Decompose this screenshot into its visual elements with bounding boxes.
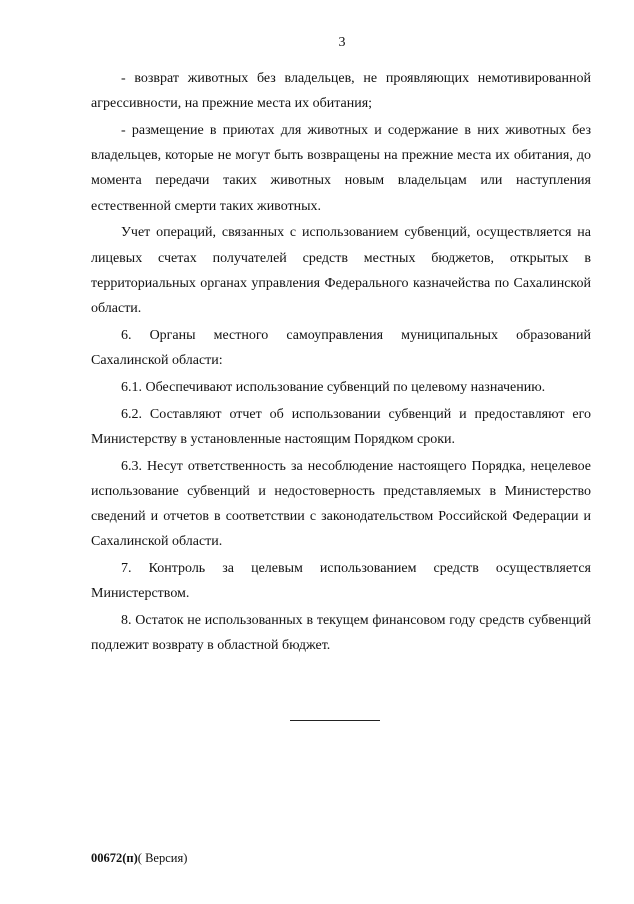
paragraph-section-6-1: 6.1. Обеспечивают использование субвенций по целевому назначению. (121, 379, 546, 395)
paragraph-section-7: 7. Контроль за целевым использованием средств осуществляется Министерством. (91, 561, 591, 602)
paragraph-return-animals: - возврат животных без владельцев, не проявляющих немотивированной агрессивности, на прежние места их обитания; (91, 71, 591, 112)
document-code: 00672(п) (91, 851, 138, 865)
document-version: ( Версия) (137, 851, 188, 865)
page-number: 3 (338, 35, 346, 50)
paragraph-shelter-placement: - размещение в приютах для животных и содержание в них животных без владельцев, которые не могут быть возвращены на прежние места их обитания, до момента передачи таких животных новым владельцам или наступления естественной смерти таких животных. (91, 123, 591, 214)
paragraph-section-8: 8. Остаток не использованных в текущем финансовом году средств субвенций подлежит возврату в областной бюджет. (91, 613, 591, 654)
document-body (91, 66, 591, 660)
paragraph-accounting: Учет операций, связанных с использованием субвенций, осуществляется на лицевых счетах получателей средств местных бюджетов, открытых в территориальных органах управления Федерального казначейства по Сахалинской области. (91, 225, 591, 317)
paragraph-section-6: 6. Органы местного самоуправления муниципальных образований Сахалинской области: (91, 327, 591, 369)
paragraph-section-6-3: 6.3. Несут ответственность за несоблюдение настоящего Порядка, нецелевое использование субвенций и недостоверность представляемых в Министерство сведений и отчетов в соответствии с законодательством Российской Федерации и Сахалинской области. (91, 458, 591, 550)
paragraph-section-6-2: 6.2. Составляют отчет об использовании субвенций и предоставляют его Министерству в установленные настоящим Порядком сроки. (91, 406, 591, 447)
end-divider-line (290, 720, 380, 721)
document-code-footer (91, 851, 187, 865)
